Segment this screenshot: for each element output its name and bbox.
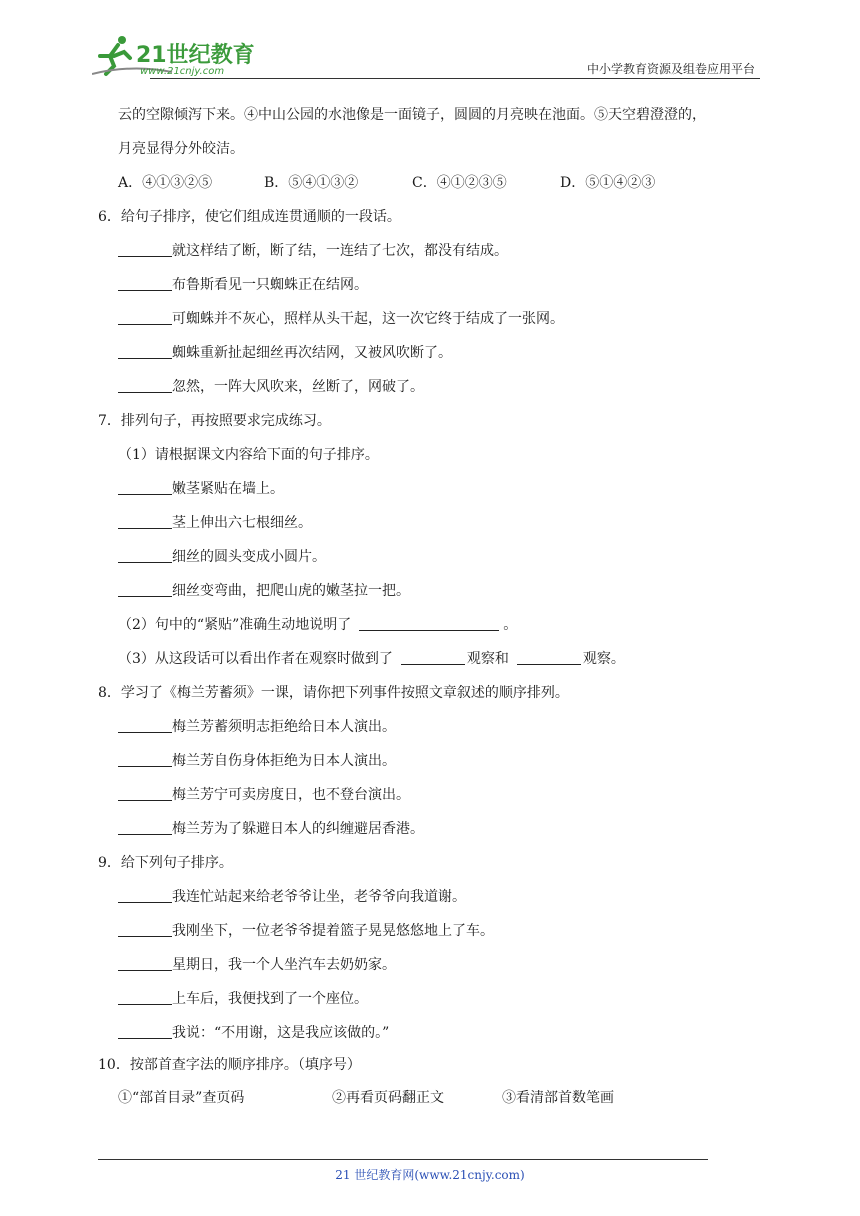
answer-blank[interactable]	[118, 514, 172, 529]
q10-step-3: ③看清部首数笔画	[502, 1090, 614, 1106]
q7-sub3: （3）从这段话可以看出作者在观察时做到了 观察和 观察。	[118, 651, 625, 667]
answer-blank[interactable]	[118, 1024, 172, 1039]
q10-steps	[118, 1088, 614, 1108]
q5-line-2: 月亮显得分外皎洁。	[118, 141, 244, 157]
list-item: 细丝的圆头变成小圆片。	[118, 547, 326, 567]
answer-blank[interactable]	[118, 480, 172, 495]
answer-blank[interactable]	[118, 378, 172, 393]
answer-blank[interactable]	[118, 786, 172, 801]
logo-url-text: www.21cnjy.com	[140, 66, 225, 77]
logo-text: 21世纪教育	[136, 43, 255, 68]
answer-blank[interactable]	[118, 752, 172, 767]
q7-sub2: （2）句中的“紧贴”准确生动地说明了 。	[118, 617, 518, 633]
q10-step-2: ②再看页码翻正文	[332, 1090, 444, 1106]
answer-blank[interactable]	[401, 650, 465, 665]
answer-blank[interactable]	[118, 820, 172, 835]
list-item: 蜘蛛重新扯起细丝再次结网，又被风吹断了。	[118, 343, 452, 363]
answer-blank[interactable]	[118, 548, 172, 563]
page-header	[0, 0, 860, 86]
list-item: 嫩茎紧贴在墙上。	[118, 479, 284, 499]
answer-blank[interactable]	[118, 888, 172, 903]
footer-divider	[98, 1159, 708, 1160]
q5-option-c[interactable]: C．④①②③⑤	[412, 175, 507, 191]
q5-options	[118, 173, 655, 193]
list-item: 梅兰芳宁可卖房度日，也不登台演出。	[118, 785, 410, 805]
answer-blank[interactable]	[118, 956, 172, 971]
list-item: 星期日，我一个人坐汽车去奶奶家。	[118, 955, 396, 975]
list-item: 就这样结了断，断了结，一连结了七次，都没有结成。	[118, 241, 508, 261]
list-item: 忽然，一阵大风吹来，丝断了，网破了。	[118, 377, 424, 397]
list-item: 我刚坐下，一位老爷爷提着篮子晃晃悠悠地上了车。	[118, 921, 494, 941]
answer-blank[interactable]	[118, 276, 172, 291]
q8-title: 8．学习了《梅兰芳蓄须》一课，请你把下列事件按照文章叙述的顺序排列。	[98, 685, 569, 701]
answer-blank[interactable]	[118, 310, 172, 325]
list-item: 布鲁斯看见一只蜘蛛正在结网。	[118, 275, 368, 295]
list-item: 梅兰芳蓄须明志拒绝给日本人演出。	[118, 717, 396, 737]
q9-title: 9．给下列句子排序。	[98, 855, 233, 871]
list-item: 梅兰芳自伤身体拒绝为日本人演出。	[118, 751, 396, 771]
answer-blank[interactable]	[118, 242, 172, 257]
answer-blank[interactable]	[118, 922, 172, 937]
list-item: 我说：“不用谢，这是我应该做的。”	[118, 1023, 389, 1043]
answer-blank[interactable]	[359, 616, 499, 631]
q10-title: 10．按部首查字法的顺序排序。（填序号）	[98, 1057, 361, 1073]
q5-option-d[interactable]: D．⑤①④②③	[560, 175, 656, 191]
list-item: 梅兰芳为了躲避日本人的纠缠避居香港。	[118, 819, 424, 839]
list-item: 我连忙站起来给老爷爷让坐，老爷爷向我道谢。	[118, 887, 466, 907]
q7-title: 7．排列句子，再按照要求完成练习。	[98, 413, 331, 429]
runner-logo-icon	[92, 34, 267, 80]
q7-sub1: （1）请根据课文内容给下面的句子排序。	[118, 447, 379, 463]
list-item: 可蜘蛛并不灰心，照样从头干起，这一次它终于结成了一张网。	[118, 309, 564, 329]
header-platform-text: 中小学教育资源及组卷应用平台	[586, 62, 755, 76]
answer-blank[interactable]	[517, 650, 581, 665]
answer-blank[interactable]	[118, 990, 172, 1005]
list-item: 茎上伸出六七根细丝。	[118, 513, 312, 533]
footer-text[interactable]: 21 世纪教育网(www.21cnjy.com)	[335, 1168, 525, 1182]
answer-blank[interactable]	[118, 582, 172, 597]
q5-line-1: 云的空隙倾泻下来。④中山公园的水池像是一面镜子，圆圆的月亮映在池面。⑤天空碧澄澄的，	[118, 107, 706, 123]
list-item: 细丝变弯曲，把爬山虎的嫩茎拉一把。	[118, 581, 410, 601]
q5-option-a[interactable]: A．④①③②⑤	[118, 175, 213, 191]
answer-blank[interactable]	[118, 718, 172, 733]
list-item: 上车后，我便找到了一个座位。	[118, 989, 368, 1009]
q10-step-1: ①“部首目录”查页码	[118, 1090, 245, 1106]
q6-title: 6．给句子排序，使它们组成连贯通顺的一段话。	[98, 209, 401, 225]
header-divider	[150, 78, 760, 79]
answer-blank[interactable]	[118, 344, 172, 359]
site-logo	[92, 34, 267, 80]
q5-option-b[interactable]: B．⑤④①③②	[264, 175, 359, 191]
